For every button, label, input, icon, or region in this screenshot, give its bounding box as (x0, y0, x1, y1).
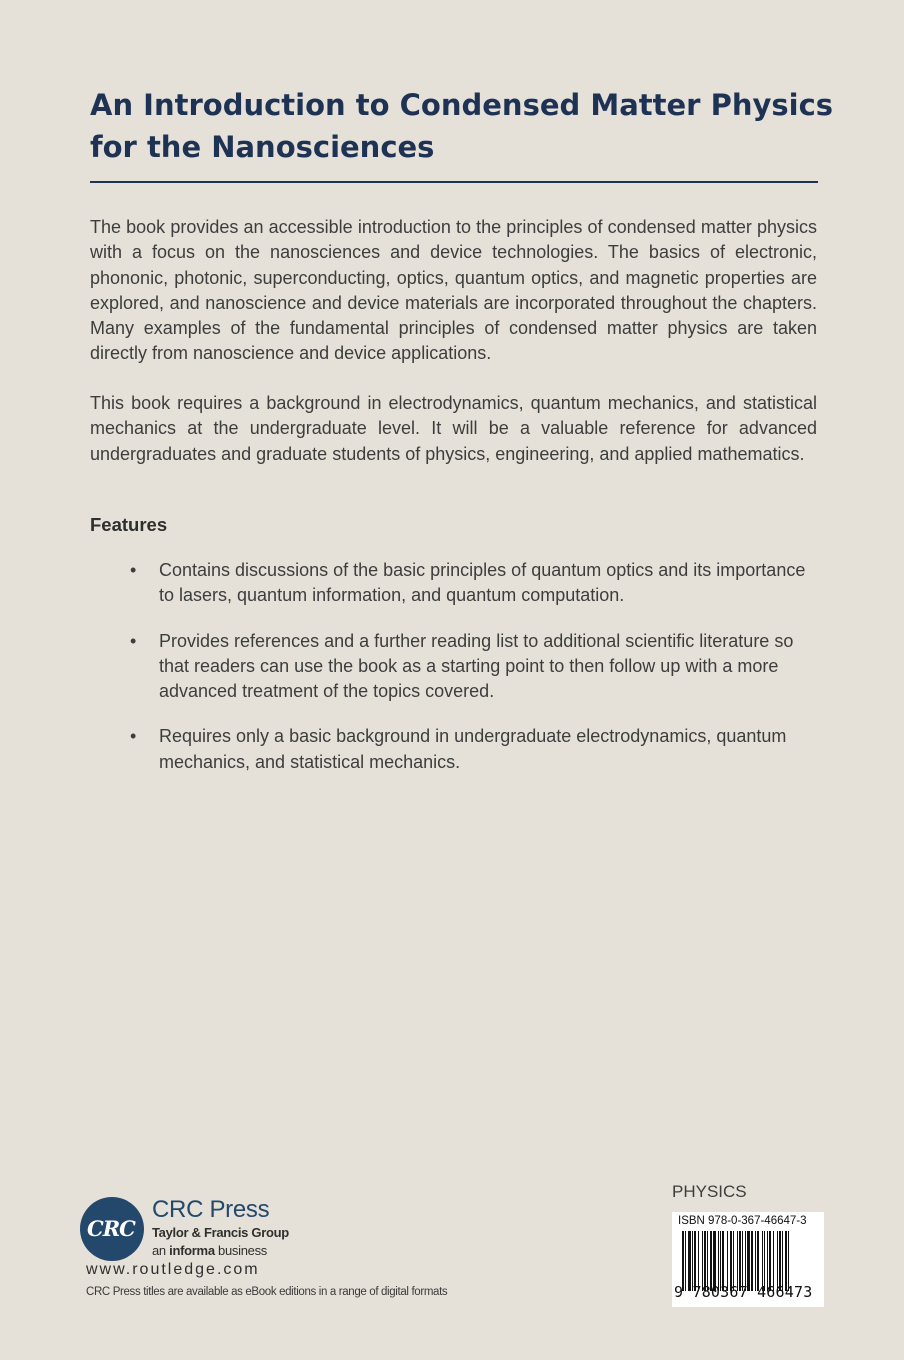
barcode-number: 9 780367 466473 (674, 1283, 813, 1301)
barcode-bar (694, 1231, 696, 1291)
barcode-bar (745, 1231, 746, 1291)
barcode-bar (751, 1231, 753, 1291)
barcode-bars (682, 1231, 819, 1291)
feature-item (90, 558, 817, 609)
barcode-bar (688, 1231, 691, 1291)
barcode-bar (704, 1231, 706, 1291)
barcode-bar (747, 1231, 750, 1291)
barcode-bar (718, 1231, 719, 1291)
barcode-bar (707, 1231, 708, 1291)
barcode-bar (682, 1231, 684, 1291)
subject-category: PHYSICS (672, 1182, 747, 1201)
barcode-bar (685, 1231, 686, 1291)
barcode-bar (782, 1231, 783, 1291)
feature-item (90, 629, 817, 705)
barcode-bar (737, 1231, 738, 1291)
barcode-bar (702, 1231, 703, 1291)
barcode-bar (785, 1231, 787, 1291)
feature-item (90, 724, 817, 775)
barcode-bar (713, 1231, 716, 1291)
barcode-bar (739, 1231, 741, 1291)
barcode-bar (730, 1231, 732, 1291)
barcode-bar (764, 1231, 765, 1291)
bullet-icon: • (130, 630, 137, 651)
informa-tagline: an informa business (152, 1243, 267, 1258)
publisher-name: CRC Press (152, 1196, 270, 1223)
description-paragraph-1: The book provides an accessible introduction to the principles of condensed matter physics with a focus on the nanosciences and device technologies. The basics of electronic, phononic, photonic, superconducting, optics, quantum optics, and magnetic properties are explored, and nanoscience and device materials are incorporated throughout the chapters. Many examples of the fundamental principles of condensed matter physics are taken directly from nanoscience and device applications. (90, 217, 817, 364)
barcode-bar (762, 1231, 763, 1291)
isbn-label: ISBN 978-0-367-46647-3 (678, 1215, 807, 1227)
description-paragraph-2: This book requires a background in electrodynamics, quantum mechanics, and statistical mechanics at the undergraduate level. It will be a valuable reference for advanced undergraduates and graduate students of physics, engineering, and applied mathematics. (90, 393, 817, 464)
bullet-icon: • (130, 560, 137, 580)
feature-text: Provides references and a further reading list to additional scientific literature so that readers can use the book as a starting point to then follow up with a more advanced treatment of the topics covered. (159, 630, 794, 702)
barcode-bar (698, 1231, 699, 1291)
publisher-website[interactable]: www.routledge.com (86, 1261, 260, 1278)
book-title: An Introduction to Condensed Matter Physics for the Nanosciences (90, 88, 834, 164)
feature-text: Requires only a basic background in undergraduate electrodynamics, quantum mechanics, and statistical mechanics. (159, 726, 787, 772)
barcode-bar (742, 1231, 743, 1291)
barcode-bar (727, 1231, 728, 1291)
bullet-icon: • (130, 726, 137, 747)
barcode-bar (757, 1231, 759, 1291)
crc-logo-text: CRC (87, 1216, 135, 1241)
barcode (672, 1212, 824, 1307)
publisher-group: Taylor & Francis Group (152, 1225, 289, 1240)
features-heading: Features (90, 514, 168, 535)
barcode-bar (692, 1231, 693, 1291)
crc-logo-icon (80, 1197, 144, 1261)
barcode-bar (710, 1231, 712, 1291)
barcode-bar (788, 1231, 789, 1291)
barcode-bar (779, 1231, 781, 1291)
feature-text: Contains discussions of the basic principles of quantum optics and its importance to lasers, quantum information, and quantum computation. (159, 560, 806, 606)
barcode-bar (733, 1231, 734, 1291)
barcode-bar (722, 1231, 724, 1291)
barcode-bar (773, 1231, 774, 1291)
barcode-bar (720, 1231, 721, 1291)
barcode-bar (767, 1231, 768, 1291)
title-divider (90, 181, 818, 183)
barcode-bar (777, 1231, 778, 1291)
features-list (90, 558, 817, 795)
barcode-bar (755, 1231, 756, 1291)
barcode-bar (769, 1231, 771, 1291)
ebook-note: CRC Press titles are available as eBook editions in a range of digital formats (86, 1286, 448, 1298)
